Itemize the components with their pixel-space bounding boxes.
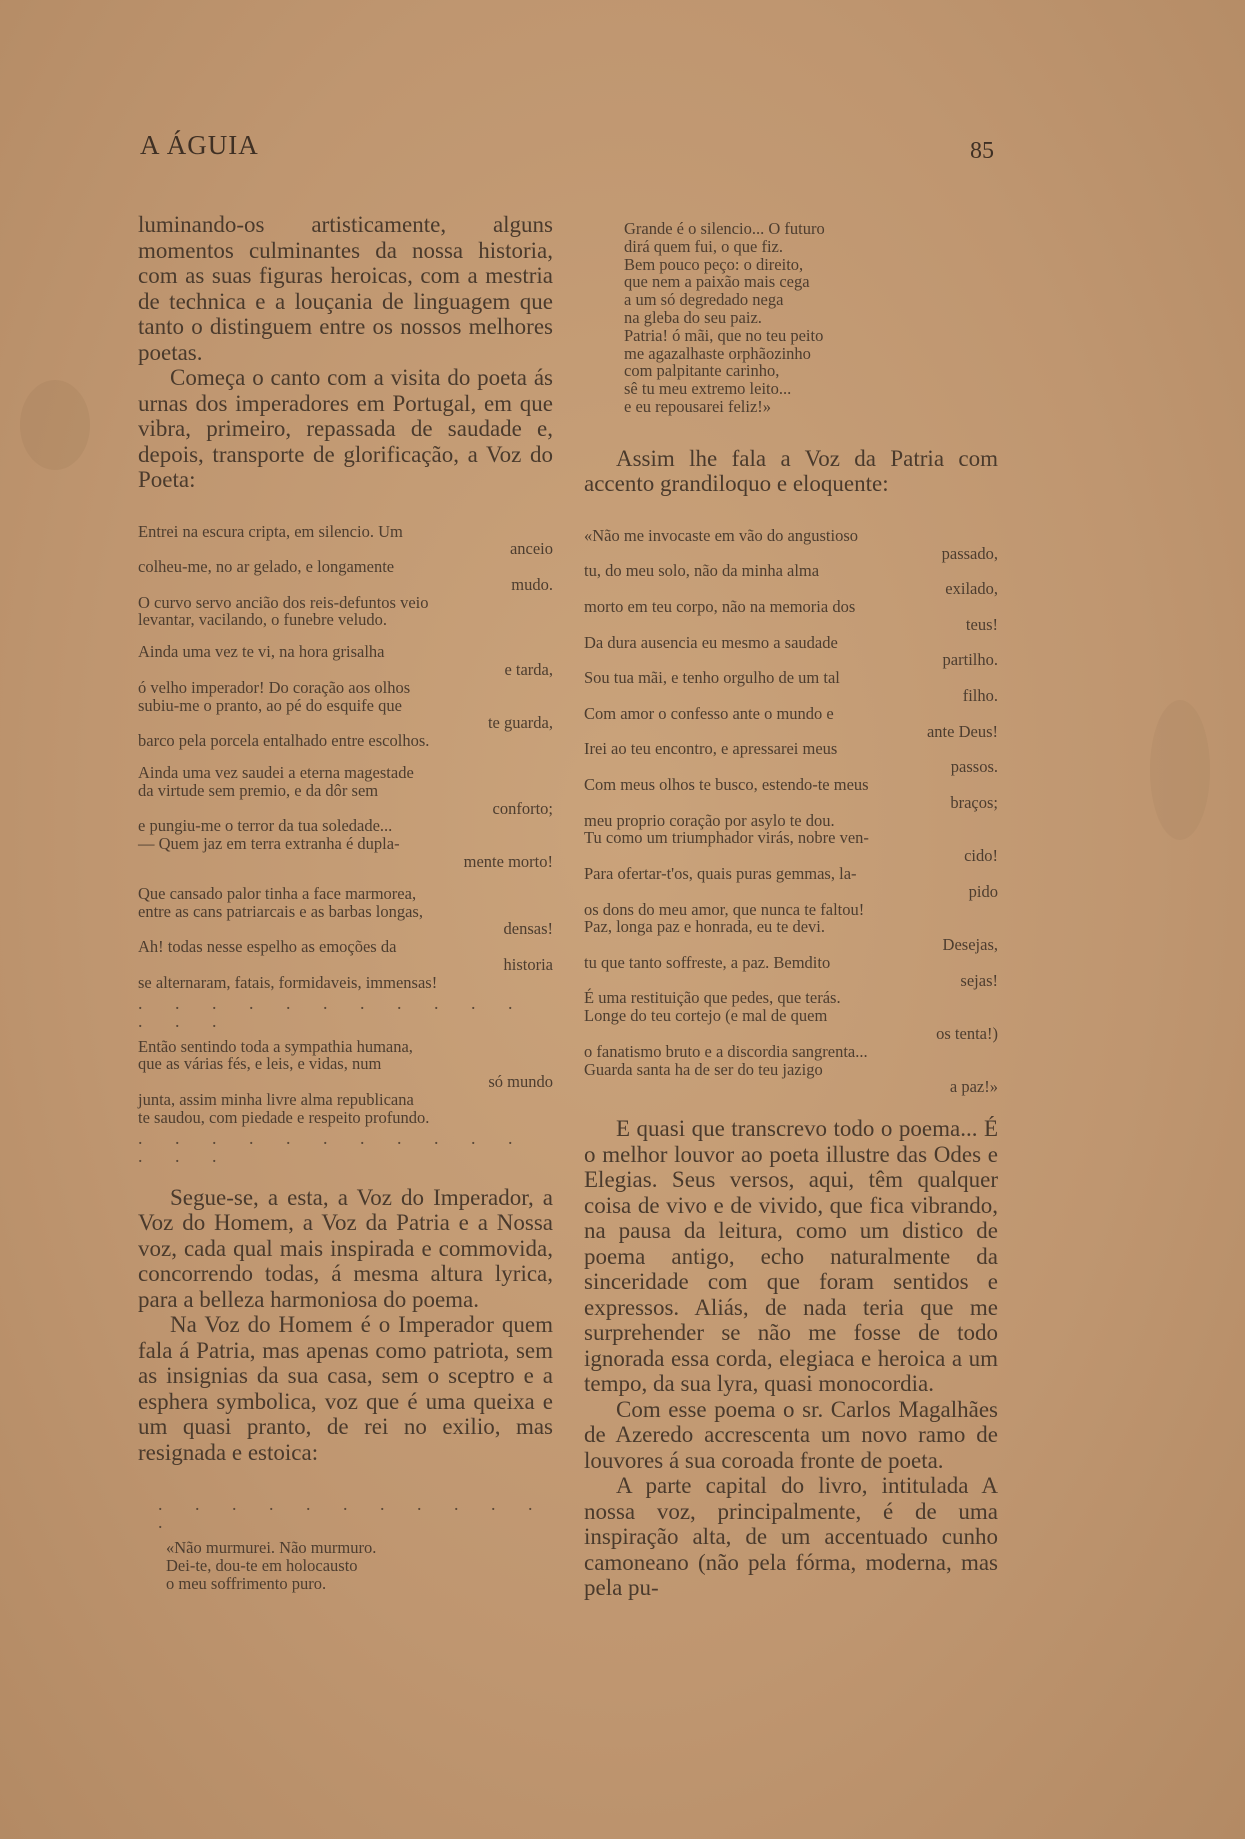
poem-line-continuation: pido: [968, 881, 998, 901]
poem-line: Dei-te, dou-te em holocausto: [166, 1555, 358, 1575]
paragraph: A parte capital do livro, intitulada A nossa voz, principalmente, é de uma inspiração alta, de um accentuado cunho camoneano (não pela fórma, moderna, mas pela pu-: [584, 1473, 998, 1601]
poem-line: sê tu meu extremo leito...: [624, 379, 792, 399]
poem-line: Longe do teu cortejo (e mal de quem: [584, 1006, 828, 1026]
poem-line-continuation: braços;: [950, 792, 998, 812]
paragraph: Segue-se, a esta, a Voz do Imperador, a Voz do Homem, a Voz da Patria e a Nossa voz, cada qual mais inspirada e commovida, concorrendo todas, á mesma altura lyrica, para a belleza harmoniosa do poema.: [138, 1184, 553, 1312]
poem-line-continuation: filho.: [962, 685, 998, 705]
poem-stanza: [138, 1038, 553, 1127]
poem-line-continuation: cido!: [964, 846, 998, 866]
poem-line: a um só degredado nega: [624, 290, 784, 310]
paper-stain: [20, 380, 90, 470]
poem-line: junta, assim minha livre alma republicana: [138, 1090, 414, 1110]
poem-line: Guarda santa ha de ser do teu jazigo: [584, 1059, 823, 1079]
poem-line: levantar, vacilando, o funebre veludo.: [138, 610, 388, 630]
poem-line: subiu-me o pranto, ao pé do esquife que: [138, 695, 402, 715]
poem-line: da virtude sem premio, e da dôr sem: [138, 780, 379, 800]
poem-line: Bem pouco peço: o direito,: [624, 254, 804, 274]
poem-line: colheu-me, no ar gelado, e longamente: [138, 557, 395, 577]
poem-line-continuation: só mundo: [488, 1072, 553, 1092]
poem-line: ó velho imperador! Do coração aos olhos: [138, 677, 411, 697]
poem-line: Com amor o confesso ante o mundo e: [584, 703, 834, 723]
poem-line-continuation: os tenta!): [936, 1024, 998, 1044]
poem-stanza: [138, 885, 553, 992]
poem-line: meu proprio coração por asylo te dou.: [584, 810, 835, 830]
poem-line: Então sentindo toda a sympathia humana,: [138, 1036, 413, 1056]
poem-line: te saudou, com piedade e respeito profundo.: [138, 1107, 430, 1127]
poem-line-continuation: historia: [503, 955, 553, 975]
paragraph: E quasi que transcrevo todo o poema... É o melhor louvor ao poeta illustre das Odes e Elegias. Seus versos, aqui, têm qualquer coisa de vivo e de vivido, que fica vibrando, na pausa da leitura, como um distico de poema antigo, echo naturalmente da sinceridade com que foram sentidos e expressos. Aliás, de nada teria que me surprehender se não me fosse de todo ignorada essa corda, elegiaca e heroica a um tempo, da sua lyra, quasi monocordia.: [584, 1116, 998, 1397]
poem-line-continuation: Desejas,: [942, 935, 998, 955]
paragraph: Na Voz do Homem é o Imperador quem fala á Patria, mas apenas como patriota, sem as insignias da sua casa, sem o sceptro e a esphera symbolica, voz que é uma queixa e um quasi pranto, de rei no exilio, mas resignada e estoica:: [138, 1312, 553, 1465]
poem-line-continuation: passado,: [941, 543, 998, 563]
poem-stanza: [624, 220, 998, 416]
poem-line: me agazalhaste orphãozinho: [624, 343, 811, 363]
ellipsis-separator: . . . . . . . . . . . . . .: [138, 992, 527, 1031]
poem-line: Da dura ausencia eu mesmo a saudade: [584, 632, 838, 652]
poem-line: Tu como um triumphador virás, nobre ven-: [584, 828, 869, 848]
poem-stanza: [138, 523, 553, 630]
poem-line: que nem a paixão mais cega: [624, 272, 810, 292]
poem-line-continuation: teus!: [965, 614, 998, 634]
poem-line: com palpitante carinho,: [624, 361, 780, 381]
poem-line: Para ofertar-t'os, quais puras gemmas, la-: [584, 863, 857, 883]
poem-line: os dons do meu amor, que nunca te faltou!: [584, 899, 865, 919]
poem-line: Ainda uma vez te vi, na hora grisalha: [138, 642, 385, 662]
poem-line-continuation: anceio: [509, 539, 553, 559]
paper-stain: [1150, 700, 1210, 840]
left-column: [138, 212, 553, 1593]
poem-line: O curvo servo ancião dos reis-defuntos veio: [138, 592, 429, 612]
poem-line: Sou tua mãi, e tenho orgulho de um tal: [584, 668, 840, 688]
ellipsis-separator: . . . . . . . . . . . .: [158, 1494, 547, 1533]
poem-line: Com meus olhos te busco, estendo-te meus: [584, 774, 869, 794]
poem-line: se alternaram, fatais, formidaveis, immensas!: [138, 972, 438, 992]
poem-stanza: [138, 764, 553, 871]
poem-line: Paz, longa paz e honrada, eu te devi.: [584, 917, 825, 937]
poem-line-continuation: conforto;: [492, 798, 553, 818]
paragraph: Começa o canto com a visita do poeta ás urnas dos imperadores em Portugal, em que vibra, primeiro, repassada de saudade e, depois, transporte de glorificação, a Voz do Poeta:: [138, 365, 553, 492]
poem-stanza: [166, 1539, 553, 1592]
right-column: [584, 220, 998, 1601]
poem-line-continuation: mudo.: [511, 574, 553, 594]
poem-line: Irei ao teu encontro, e apressarei meus: [584, 739, 838, 759]
poem-stanza: [138, 643, 553, 750]
poem-line: «Não murmurei. Não murmuro.: [166, 1538, 377, 1558]
poem-line: e eu repousarei feliz!»: [624, 396, 772, 416]
poem-line: Entrei na escura cripta, em silencio. Um: [138, 521, 403, 541]
poem-line: «Não me invocaste em vão do angustioso: [584, 525, 859, 545]
poem-line: morto em teu corpo, não na memoria dos: [584, 596, 856, 616]
poem-line: Ainda uma vez saudei a eterna magestade: [138, 763, 414, 783]
poem-line: tu, do meu solo, não da minha alma: [584, 561, 820, 581]
poem-stanza: [584, 527, 998, 1097]
poem-line-continuation: te guarda,: [487, 713, 553, 733]
running-title: A ÁGUIA: [140, 130, 259, 160]
poem-line-continuation: partilho.: [942, 650, 998, 670]
poem-line: entre as cans patriarcais e as barbas longas,: [138, 901, 423, 921]
poem-line: e pungiu-me o terror da tua soledade...: [138, 816, 393, 836]
paragraph: Com esse poema o sr. Carlos Magalhães de Azeredo accrescenta um novo ramo de louvores á sua coroada fronte de poeta.: [584, 1396, 998, 1473]
poem-line-continuation: exilado,: [945, 579, 998, 599]
poem-line: Ah! todas nesse espelho as emoções da: [138, 937, 397, 957]
poem-line: que as várias fés, e leis, e vidas, num: [138, 1054, 382, 1074]
poem-line-continuation: mente morto!: [463, 852, 553, 872]
poem-line: dirá quem fui, o que fiz.: [624, 236, 783, 256]
paragraph: Assim lhe fala a Voz da Patria com accento grandiloquo e eloquente:: [584, 445, 998, 497]
poem-line-continuation: passos.: [950, 757, 998, 777]
poem-line-continuation: e tarda,: [504, 660, 553, 680]
paragraph: luminando-os artisticamente, alguns momentos culminantes da nossa historia, com as suas figuras heroicas, com a mestria de technica e a louçania de linguagem que tanto o distinguem entre os nossos melhores poetas.: [138, 212, 553, 365]
ellipsis-separator: . . . . . . . . . . . . . .: [138, 1127, 527, 1166]
poem-line: o fanatismo bruto e a discordia sangrenta...: [584, 1041, 868, 1061]
poem-line-continuation: sejas!: [960, 970, 998, 990]
poem-line-continuation: ante Deus!: [926, 721, 998, 741]
poem-line: barco pela porcela entalhado entre escolhos.: [138, 731, 430, 751]
page-number: 85: [970, 138, 994, 164]
poem-line: o meu soffrimento puro.: [166, 1573, 327, 1593]
poem-line: Que cansado palor tinha a face marmorea,: [138, 883, 417, 903]
poem-line: Grande é o silencio... O futuro: [624, 219, 825, 238]
poem-line: na gleba do seu paiz.: [624, 307, 762, 327]
poem-line: É uma restituição que pedes, que terás.: [584, 988, 841, 1008]
poem-line: tu que tanto soffreste, a paz. Bemdito: [584, 952, 831, 972]
poem-line: — Quem jaz em terra extranha é dupla-: [138, 834, 400, 854]
poem-line: Patria! ó mãi, que no teu peito: [624, 325, 824, 345]
poem-line-continuation: a paz!»: [949, 1077, 998, 1097]
poem-line-continuation: densas!: [503, 919, 553, 939]
